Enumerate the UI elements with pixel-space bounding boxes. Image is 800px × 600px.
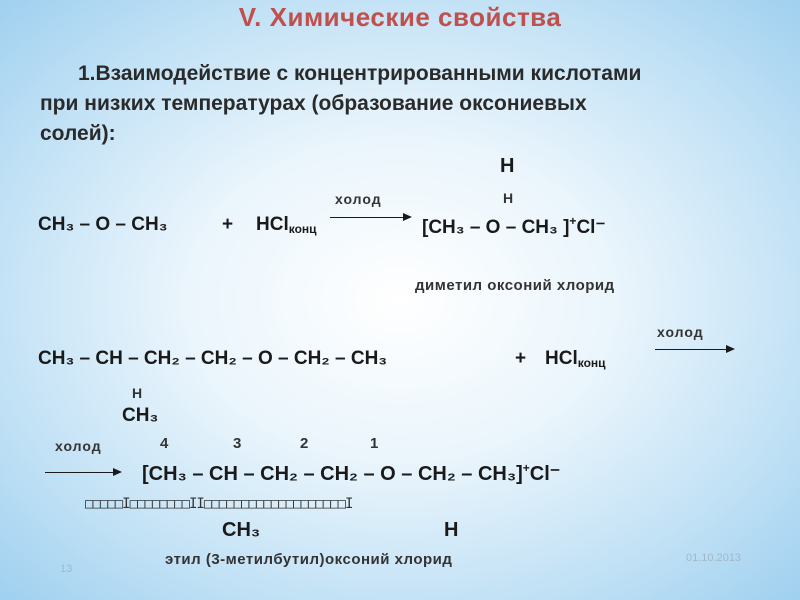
- intro-line-3: солей):: [40, 122, 116, 145]
- reaction2-boxes-row: □□□□□І□□□□□□□□ІІ□□□□□□□□□□□□□□□□□□□І: [85, 496, 353, 512]
- slide-date: 01.10.2013: [686, 552, 742, 564]
- reaction2-arrow-bottom: [45, 472, 120, 473]
- intro-line-2: при низких температурах (образование оксониевых: [40, 92, 587, 115]
- numbering-1: 1: [370, 435, 379, 452]
- slide-title: V. Химические свойства: [238, 2, 562, 32]
- reaction2-branch-ch3-bottom: CH₃: [222, 519, 261, 541]
- reaction1-product-charge: +: [569, 214, 577, 228]
- numbering-3: 3: [233, 435, 242, 452]
- reaction1-condition: холод: [335, 191, 382, 207]
- reaction1-plus: +: [222, 214, 234, 235]
- reaction2-reactant-chain: CH₃ – CH – CH₂ – CH₂ – O – CH₂ – CH₃: [38, 348, 388, 369]
- reaction2-product-chain: [CH₃ – CH – CH₂ – CH₂ – O – CH₂ – CH₃]: [142, 463, 523, 485]
- reaction2-branch-h: H: [132, 385, 143, 401]
- reaction1-reactant2-main: HCl: [256, 214, 289, 235]
- reaction2-product-name: этил (3-метилбутил)оксоний хлорид: [165, 551, 453, 568]
- page-number: 13: [60, 563, 73, 575]
- reaction2-acid-main: HCl: [545, 348, 578, 369]
- intro-line-1: 1.Взаимодействие с концентрированными кислотами: [78, 62, 642, 85]
- reaction1-product-name: диметил оксоний хлорид: [415, 277, 615, 294]
- reaction1-reactant2-sub: конц: [288, 222, 317, 236]
- reaction2-branch-ch3: CH₃: [122, 405, 159, 426]
- reaction2-plus: +: [515, 348, 527, 369]
- reaction1-reactant2: [256, 214, 317, 236]
- reaction2-acid: [545, 348, 606, 370]
- reaction2-arrow-top: [655, 349, 733, 350]
- reaction2-product: [142, 461, 560, 486]
- reaction2-acid-sub: конц: [577, 356, 606, 370]
- reaction2-condition2: холод: [55, 438, 102, 454]
- reaction1-h-top-big: H: [500, 155, 515, 177]
- reaction1-product: [422, 214, 605, 239]
- reaction2-branch-h-bottom: H: [444, 519, 459, 541]
- reaction2-product-charge: +: [522, 461, 530, 475]
- numbering-2: 2: [300, 435, 309, 452]
- reaction1-product-anion: Cl⁻: [576, 217, 606, 238]
- reaction1-h-top-small: H: [503, 190, 514, 206]
- reaction1-product-main: [CH₃ – O – CH₃ ]: [422, 217, 570, 238]
- reaction2-condition: холод: [657, 324, 704, 340]
- reaction1-reactant1: CH₃ – O – CH₃: [38, 214, 168, 235]
- reaction1-arrow: [330, 217, 410, 218]
- numbering-4: 4: [160, 435, 169, 452]
- reaction2-product-anion: Cl⁻: [529, 463, 561, 485]
